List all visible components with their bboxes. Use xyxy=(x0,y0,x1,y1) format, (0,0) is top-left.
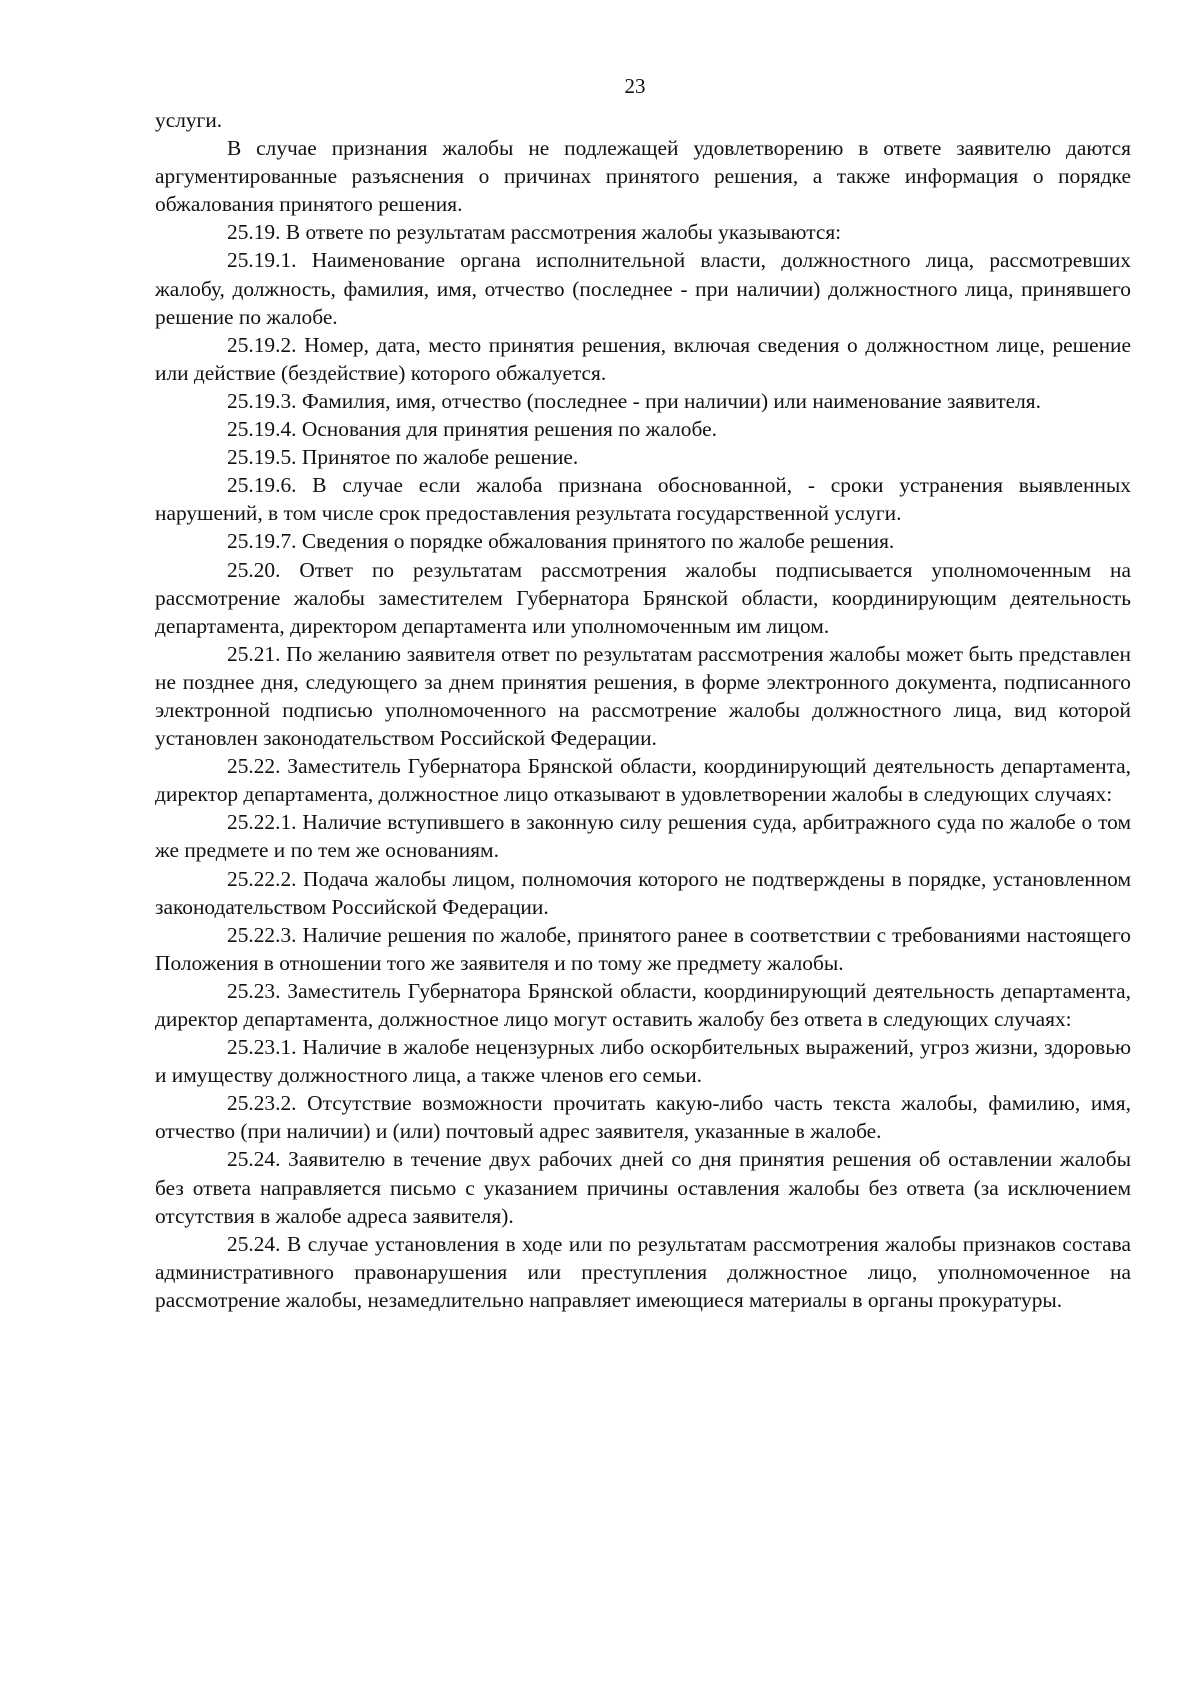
paragraph: услуги. xyxy=(155,108,223,132)
paragraph: 25.23.1. Наличие в жалобе нецензурных либо оскорбительных выражений, угроз жизни, здоровью и имуществу должностного лица, а также членов его семьи. xyxy=(155,1035,1131,1088)
paragraph: 25.24. В случае установления в ходе или по результатам рассмотрения жалобы признаков состава административного правонарушения или преступления должностное лицо, уполномоченное на рассмотрение жалобы, незамедлительно направляет имеющиеся материалы в органы прокуратуры. xyxy=(155,1231,1131,1312)
paragraph: В случае признания жалобы не подлежащей удовлетворению в ответе заявителю даются аргументированные разъяснения о причинах принятого решения, а также информация о порядке обжалования принятого решения. xyxy=(155,136,1131,217)
paragraph: 25.19. В ответе по результатам рассмотрения жалобы указываются: xyxy=(227,220,842,245)
paragraph: 25.22.2. Подача жалобы лицом, полномочия которого не подтверждены в порядке, установленном законодательством Российской Федерации. xyxy=(155,866,1131,919)
paragraph: 25.19.7. Сведения о порядке обжалования принятого по жалобе решения. xyxy=(227,529,895,554)
paragraph: 25.23. Заместитель Губернатора Брянской области, координирующий деятельность департамента, директор департамента, должностное лицо могут оставить жалобу без ответа в следующих случаях: xyxy=(155,978,1131,1031)
paragraph: 25.21. По желанию заявителя ответ по результатам рассмотрения жалобы может быть представлен не позднее дня, следующего за днем принятия решения, в форме электронного документа, подписанного электронной подписью уполномоченного на рассмотрение жалобы должностного лица, вид которой установлен законодательством Российской Федерации. xyxy=(155,641,1131,751)
paragraph: 25.19.5. Принятое по жалобе решение. xyxy=(227,445,579,470)
page-number: 23 xyxy=(624,74,646,98)
paragraph: 25.19.6. В случае если жалоба признана обоснованной, - сроки устранения выявленных нарушений, в том числе срок предоставления результата государственной услуги. xyxy=(155,473,1131,526)
paragraph: 25.19.4. Основания для принятия решения по жалобе. xyxy=(227,417,717,442)
paragraph: 25.24. Заявителю в течение двух рабочих дней со дня принятия решения об оставлении жалобы без ответа направляется письмо с указанием причины оставления жалобы без ответа (за исключением отсутствия в жалобе адреса заявителя). xyxy=(155,1147,1131,1228)
document-body xyxy=(155,106,1131,1314)
paragraph: 25.19.1. Наименование органа исполнительной власти, должностного лица, рассмотревших жалобу, должность, фамилия, имя, отчество (последнее - при наличии) должностного лица, принявшего решение по жалобе. xyxy=(155,248,1131,329)
paragraph: 25.19.3. Фамилия, имя, отчество (последнее - при наличии) или наименование заявителя. xyxy=(227,388,1041,413)
paragraph: 25.22. Заместитель Губернатора Брянской области, координирующий деятельность департамента, директор департамента, должностное лицо отказывают в удовлетворении жалобы в следующих случаях: xyxy=(155,754,1131,807)
paragraph: 25.20. Ответ по результатам рассмотрения жалобы подписывается уполномоченным на рассмотрение жалобы заместителем Губернатора Брянской области, координирующим деятельность департамента, директором департамента или уполномоченным им лицом. xyxy=(155,557,1131,638)
paragraph: 25.22.1. Наличие вступившего в законную силу решения суда, арбитражного суда по жалобе о том же предмете и по тем же основаниям. xyxy=(155,810,1131,863)
paragraph: 25.23.2. Отсутствие возможности прочитать какую-либо часть текста жалобы, фамилию, имя, отчество (при наличии) и (или) почтовый адрес заявителя, указанные в жалобе. xyxy=(155,1091,1131,1144)
paragraph: 25.19.2. Номер, дата, место принятия решения, включая сведения о должностном лице, решение или действие (бездействие) которого обжалуется. xyxy=(155,332,1131,385)
paragraph: 25.22.3. Наличие решения по жалобе, принятого ранее в соответствии с требованиями настоящего Положения в отношении того же заявителя и по тому же предмету жалобы. xyxy=(155,922,1131,975)
